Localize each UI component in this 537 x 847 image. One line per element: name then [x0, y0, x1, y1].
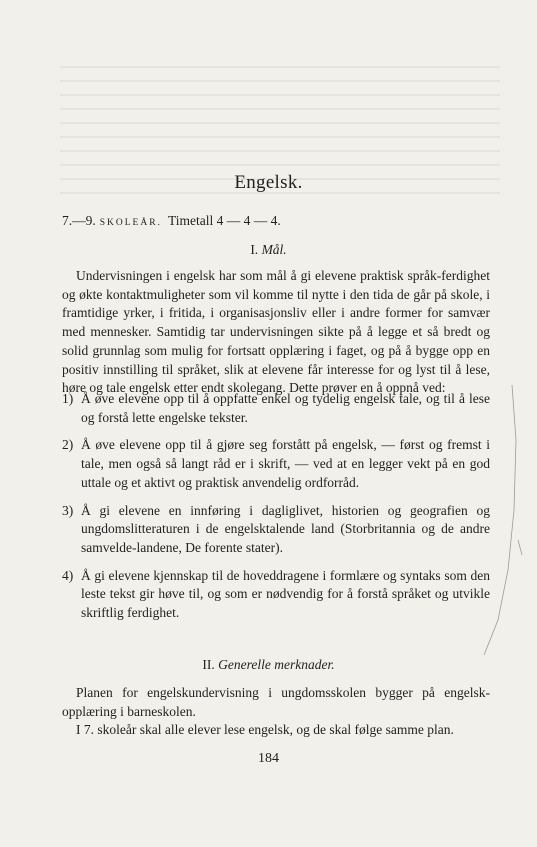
list-item [62, 436, 490, 492]
section-title: Generelle merknader. [218, 657, 335, 672]
item-number: 1) [62, 391, 74, 406]
grade-range: 7.—9. [62, 213, 96, 228]
remark-paragraph: I 7. skoleår skal alle elever lese engelsk, og de skal følge samme plan. [76, 722, 454, 737]
grade-hours: Timetall 4 — 4 — 4. [167, 213, 281, 228]
section-title: Mål. [261, 242, 287, 257]
item-text: Å øve elevene opp til å gjøre seg forstått på engelsk, — først og fremst i tale, men også så langt råd er i skrift, — ved at en legger vekt på en god uttale og et aktivt og praktisk anvendelig ordforråd. [81, 437, 490, 490]
item-text: Å øve elevene opp til å oppfatte enkel og tydelig engelsk tale, og til å lese og forstå lette engelske tekster. [81, 391, 490, 425]
grade-line [62, 213, 281, 229]
page-title: Engelsk. [234, 172, 303, 193]
list-item [62, 502, 490, 558]
section-numeral: II. [202, 657, 215, 672]
grade-label: SKOLEÅR. [99, 218, 162, 228]
item-text: Å gi elevene en innføring i dagliglivet, historien og geografien og ungdomslitteraturen i de engelsktalende land (Storbritannia og de andre samvelde-landene, De forente stater). [81, 502, 490, 555]
list-item [62, 567, 490, 623]
remark-paragraph: Planen for engelskundervisning i ungdomsskolen bygger på engelsk-opplæring i barneskolen. [62, 685, 490, 719]
section-heading-remarks [0, 657, 537, 673]
goals-list [62, 390, 490, 632]
section-numeral: I. [250, 242, 259, 257]
item-number: 2) [62, 437, 74, 453]
item-number: 4) [62, 567, 74, 583]
section-heading-goals [0, 242, 537, 258]
page-number: 184 [258, 751, 279, 766]
item-text: Å gi elevene kjennskap til de hoveddragene i formlære og syntaks som den leste tekst gir høve til, og som er nødvendig for å forstå språket og utvikle skriftlig ferdighet. [81, 567, 490, 621]
intro-paragraph: Undervisningen i engelsk har som mål å gi elevene praktisk språk-ferdighet og økte kontaktmuligheter som vil komme til nytte i den tida de går på skole, i framtidige yrker, i fritida, i organisasjonsliv eller i andre former for samvær med mennesker. Samtidig tar undervisningen sikte på å legge et så bredt og solid grunnlag som mulig for fortsatt opplæring i faget, og på å bygge opp en positiv innstilling til språket, slik at elevene får interesse for og lyst til å lese, høre og tale engelsk etter endt skolegang. Dette prøver en å oppnå ved: [62, 268, 490, 396]
list-item [62, 390, 490, 427]
item-number: 3) [62, 502, 74, 518]
